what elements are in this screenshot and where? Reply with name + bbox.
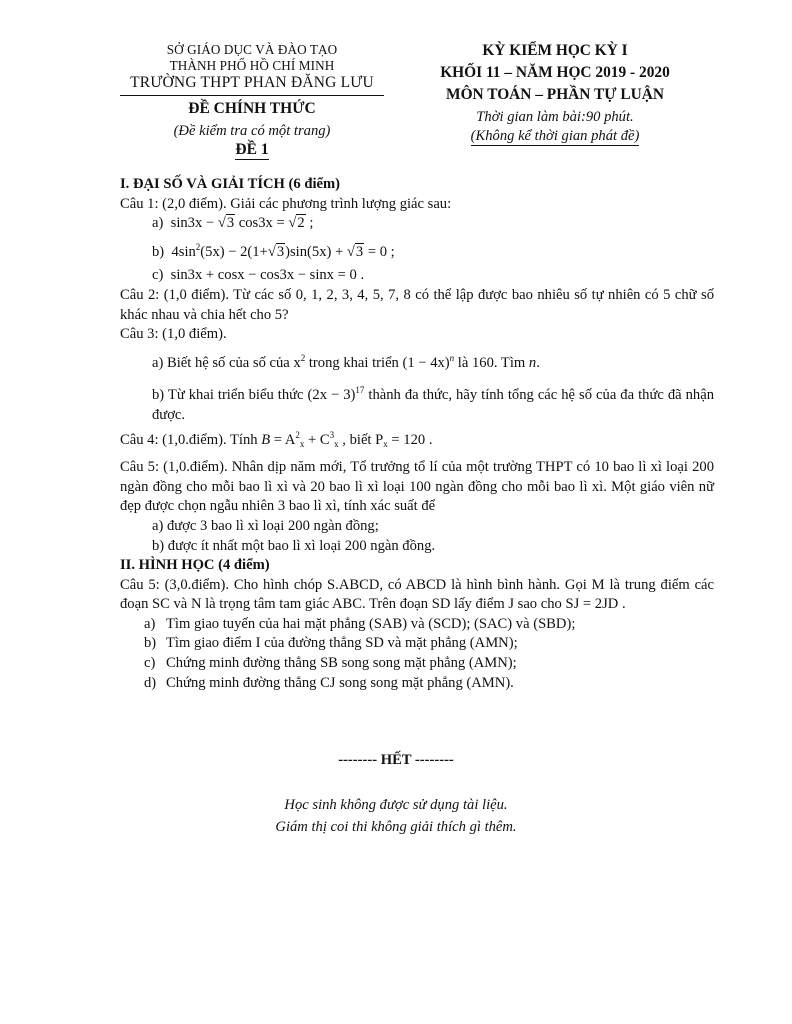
radicand: 2 — [297, 215, 305, 232]
exam-code: ĐỀ 1 — [235, 141, 269, 158]
eq-1b-part2: (5x) − 2(1+ — [200, 243, 268, 260]
question-1b — [120, 238, 714, 263]
q4-end: = 120 . — [387, 431, 433, 448]
q4-A-sub: x — [299, 438, 305, 449]
item-label: a) — [144, 615, 156, 632]
q3a-post: là 160. Tìm — [454, 354, 529, 371]
question-1c — [120, 266, 714, 286]
sqrt-1a-2: √2 — [288, 215, 305, 232]
sqrt-1b-2: √3 — [346, 243, 364, 260]
eq-1a-part2: cos3x = — [238, 215, 285, 232]
question-2: Câu 2: (1,0 điểm). Từ các số 0, 1, 2, 3, 4, 5, 7, 8 có thể lập được bao nhiêu số tự nhiên có 5 chữ số khác nhau và chia hết cho 5? — [120, 286, 714, 323]
q3b-exp: 17 — [355, 385, 365, 396]
item-label: d) — [144, 674, 157, 691]
eq-1c: sin3x + cosx − cos3x − sinx = 0 . — [170, 267, 365, 284]
q3b-pre: b) Từ khai triển biểu thức — [152, 387, 308, 404]
eq-1b-part3: )sin(5x) + — [285, 243, 344, 260]
question-3: Câu 3: (1,0 điểm). — [120, 326, 227, 343]
item-label: c) — [144, 655, 156, 672]
question-4 — [120, 426, 714, 455]
q3a-end: . — [536, 354, 540, 371]
eq-1a-part1: sin3x − — [170, 215, 215, 232]
geometry-item-c — [120, 654, 714, 674]
geometry-item-b — [120, 634, 714, 654]
question-3a — [120, 349, 714, 374]
time-limit: Thời gian làm bài:90 phút. — [476, 109, 634, 125]
official-label: ĐỀ CHÍNH THỨC — [188, 100, 316, 117]
q4-pre: Câu 4: (1,0.điểm). Tính — [120, 431, 262, 448]
eq-1b-sup: 2 — [195, 241, 201, 252]
footer-line-1: Học sinh không được sử dụng tài liệu. — [284, 797, 508, 813]
item-text: Tìm giao điểm I của đường thẳng SD và mặt phẳng (AMN); — [166, 635, 518, 652]
q3a-mid: trong khai triển — [305, 354, 403, 371]
label-1a: a) — [152, 215, 164, 232]
q4-A-sup: 2 — [295, 429, 300, 440]
q3b-expr: (2x − 3) — [307, 387, 356, 404]
exam-title: KỲ KIỂM HỌC KỲ I — [482, 42, 628, 59]
city-name: THÀNH PHỐ HỒ CHÍ MINH — [169, 58, 335, 73]
school-name: TRƯỜNG THPT PHAN ĐĂNG LƯU — [130, 74, 374, 91]
label-1b: b) — [152, 243, 165, 260]
header-left — [120, 42, 384, 160]
sqrt-1a-1: √3 — [217, 215, 235, 232]
question-5a: a) được 3 bao lì xì loại 200 ngàn đồng; — [152, 517, 379, 534]
geometry-item-d — [120, 674, 714, 694]
q3a-pre: a) Biết hệ số của số của — [152, 354, 294, 371]
eq-1a-end: ; — [305, 215, 314, 232]
eq-1b-part1: 4sin — [171, 243, 196, 260]
page-count-note: (Đề kiểm tra có một trang) — [173, 123, 331, 139]
q3a-n: n — [528, 354, 537, 371]
item-text: Tìm giao tuyến của hai mặt phẳng (SAB) và (SCD); (SAC) và (SBD); — [166, 615, 576, 632]
question-1: Câu 1: (2,0 điểm). Giải các phương trình lượng giác sau: — [120, 195, 452, 212]
header-divider — [120, 95, 384, 96]
question-5: Câu 5: (1,0.điểm). Nhân dịp năm mới, Tổ trưởng tổ lí của một trường THPT có 10 bao lì xì loại 200 ngàn đồng cho mỗi bao lì xì và 20 bao lì xì loại 100 ngàn đồng cho mỗi bao lì xì. Một giáo viên nữ đẹp được chọn ngẫu nhiên 3 bao lì xì, tính xác suất để — [120, 459, 714, 515]
radicand: 3 — [276, 243, 285, 260]
q4-mid: , biết P — [338, 431, 384, 448]
item-label: b) — [144, 635, 157, 652]
label-1c: c) — [152, 267, 164, 284]
q3a-x: x — [293, 354, 301, 371]
section-geometry-title: II. HÌNH HỌC (4 điểm) — [120, 557, 270, 574]
q4-plus: + C — [304, 431, 330, 448]
exam-body — [120, 175, 714, 693]
item-text: Chứng minh đường thẳng CJ song song mặt phẳng (AMN). — [166, 674, 514, 691]
question-1a — [120, 214, 714, 234]
item-text: Chứng minh đường thẳng SB song song mặt phẳng (AMN); — [166, 655, 517, 672]
department-name: SỞ GIÁO DỤC VÀ ĐÀO TẠO — [166, 42, 338, 57]
time-note: (Không kể thời gian phát đề) — [470, 128, 640, 144]
footer-notes — [0, 794, 792, 838]
section-algebra-title: I. ĐẠI SỐ VÀ GIẢI TÍCH (6 điểm) — [120, 176, 341, 192]
radicand: 3 — [226, 215, 235, 232]
end-mark: -------- HẾT -------- — [338, 752, 454, 768]
sqrt-1b-1: √3 — [267, 243, 285, 260]
q3a-exp: n — [449, 352, 455, 363]
question-3b — [120, 381, 714, 425]
q4-P-sub: x — [383, 438, 388, 449]
q3b-post: thành đa thức, hãy tính tổng các hệ số của đa thức đã nhận được. — [152, 387, 715, 423]
q4-C-sub: x — [334, 438, 339, 449]
geometry-item-a — [120, 615, 714, 635]
q4-C-sup: 3 — [329, 429, 335, 440]
geometry-question: Câu 5: (3,0.điểm). Cho hình chóp S.ABCD, có ABCD là hình bình hành. Gọi M là trung điểm các đoạn SC và N là trọng tâm tam giác ABC. Trên đoạn SD lấy điểm J sao cho SJ = 2JD . — [120, 576, 714, 613]
q4-eq: = A — [270, 431, 296, 448]
q3a-x-sup: 2 — [300, 352, 306, 363]
question-5b: b) được ít nhất một bao lì xì loại 200 ngàn đồng. — [152, 537, 436, 554]
eq-1b-part4: = 0 ; — [364, 243, 395, 260]
header-right — [420, 40, 690, 146]
q4-B: B — [261, 431, 271, 448]
radicand: 3 — [355, 243, 364, 260]
footer-line-2: Giám thị coi thi không giải thích gì thêm. — [275, 819, 517, 835]
q3a-expr: (1 − 4x) — [402, 354, 450, 371]
grade-year: KHỐI 11 – NĂM HỌC 2019 - 2020 — [440, 64, 670, 81]
subject-name: MÔN TOÁN – PHẦN TỰ LUẬN — [446, 86, 664, 103]
